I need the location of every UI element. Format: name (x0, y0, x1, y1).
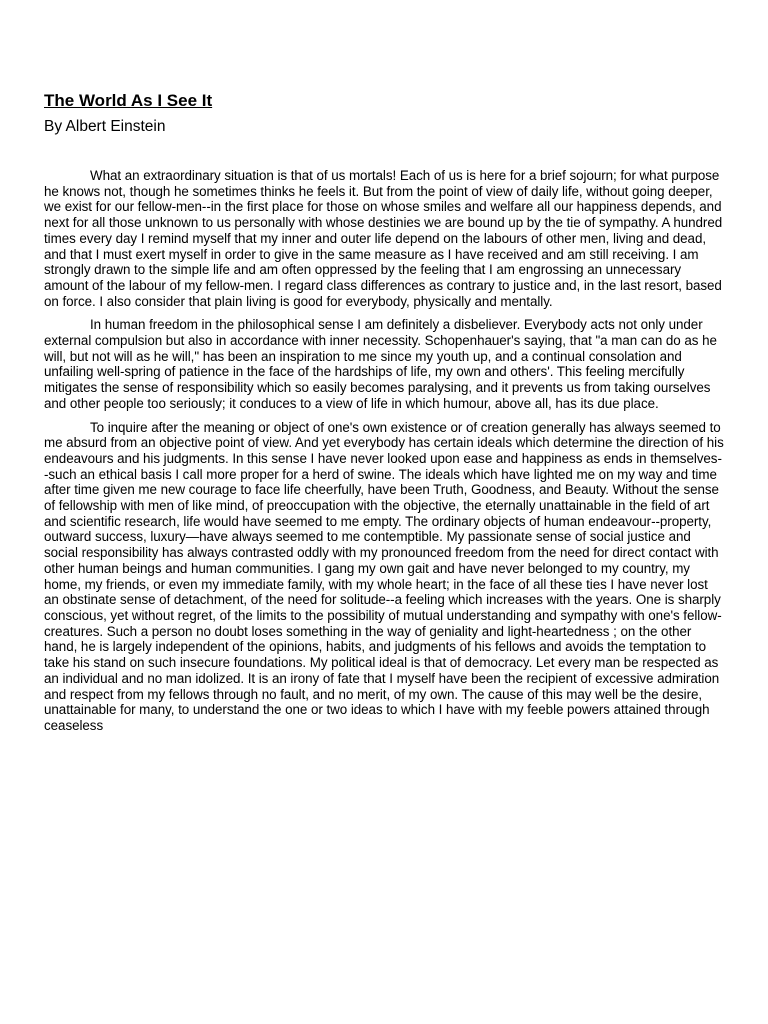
document-title: The World As I See It (44, 91, 213, 110)
document-body (44, 168, 725, 734)
paragraph-1: What an extraordinary situation is that of us mortals! Each of us is here for a brief sojourn; for what purpose he knows not, though he sometimes thinks he feels it. But from the point of view of daily life, without going deeper, we exist for our fellow-men--in the first place for those on whose smiles and welfare all our happiness depends, and next for all those unknown to us personally with whose destinies we are bound up by the tie of sympathy. A hundred times every day I remind myself that my inner and outer life depend on the labours of other men, living and dead, and that I must exert myself in order to give in the same measure as I have received and am still receiving. I am strongly drawn to the simple life and am often oppressed by the feeling that I am engrossing an unnecessary amount of the labour of my fellow-men. I regard class differences as contrary to justice and, in the last resort, based on force. I also consider that plain living is good for everybody, physically and mentally. (44, 168, 723, 309)
document-author: By Albert Einstein (44, 118, 166, 135)
paragraph-3: To inquire after the meaning or object of one's own existence or of creation generally has always seemed to me absurd from an objective point of view. And yet everybody has certain ideals which determine the direction of his endeavours and his judgments. In this sense I have never looked upon ease and happiness as ends in themselves--such an ethical basis I call more proper for a herd of swine. The ideals which have lighted me on my way and time after time given me new courage to face life cheerfully, have been Truth, Goodness, and Beauty. Without the sense of fellowship with men of like mind, of preoccupation with the objective, the eternally unattainable in the field of art and scientific research, life would have seemed to me empty. The ordinary objects of human endeavour--property, outward success, luxury—have always seemed to me contemptible. My passionate sense of social justice and social responsibility has always contrasted oddly with my pronounced freedom from the need for direct contact with other human beings and human communities. I gang my own gait and have never belonged to my country, my home, my friends, or even my immediate family, with my whole heart; in the face of all these ties I have never lost an obstinate sense of detachment, of the need for solitude--a feeling which increases with the years. One is sharply conscious, yet without regret, of the limits to the possibility of mutual understanding and sympathy with one's fellow-creatures. Such a person no doubt loses something in the way of geniality and light-heartedness ; on the other hand, he is largely independent of the opinions, habits, and judgments of his fellows and avoids the temptation to take his stand on such insecure foundations. My political ideal is that of democracy. Let every man be respected as an individual and no man idolized. It is an irony of fate that I myself have been the recipient of excessive admiration and respect from my fellows through no fault, and no merit, of my own. The cause of this may well be the desire, unattainable for many, to understand the one or two ideas to which I have with my feeble powers attained through ceaseless (44, 419, 724, 733)
document-page (44, 90, 725, 742)
paragraph-2: In human freedom in the philosophical sense I am definitely a disbeliever. Everybody acts not only under external compulsion but also in accordance with inner necessity. Schopenhauer's saying, that "a man can do as he will, but not will as he will," has been an inspiration to me since my youth up, and a continual consolation and unfailing well-spring of patience in the face of the hardships of life, my own and others'. This feeling mercifully mitigates the sense of responsibility which so easily becomes paralysing, and it prevents us from taking ourselves and other people too seriously; it conduces to a view of life in which humour, above all, has its due place. (44, 317, 717, 411)
